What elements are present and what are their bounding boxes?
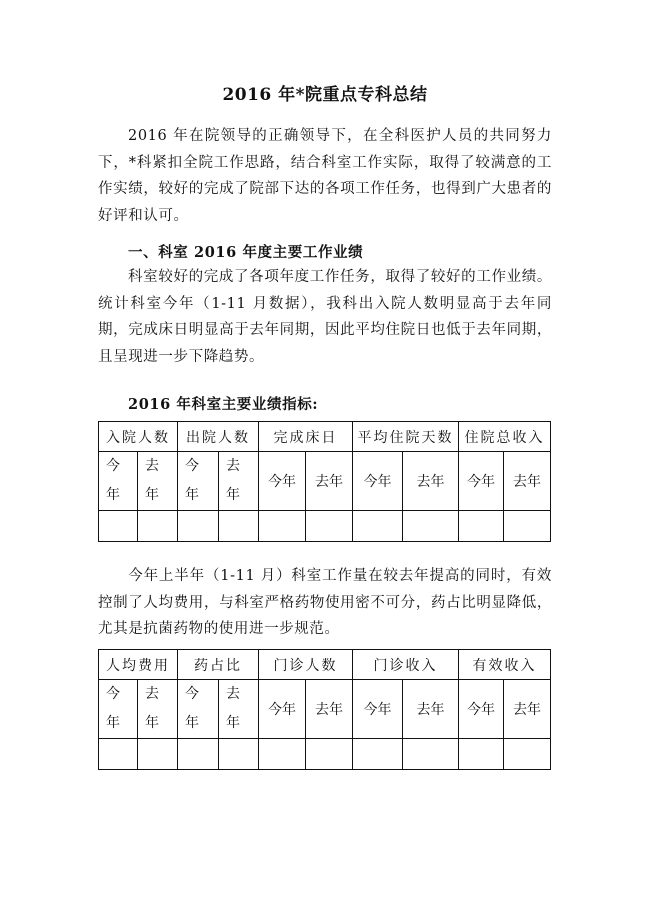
subheader-cell: 今年 [259,680,306,739]
subheader-cell: 去年 [504,680,551,739]
subheader-cell [138,680,178,739]
subheader-char: 去 [145,458,159,474]
header-cell: 门诊人数 [259,650,353,680]
table-subheader-row [99,452,551,511]
subheader-cell: 去年 [403,452,459,511]
data-cell [504,511,551,542]
table-data-row [99,739,551,770]
section-paragraph [98,264,552,370]
subheader-char: 年 [185,487,199,503]
subheader-char: 去 [226,686,240,702]
subheader-char: 去 [145,686,159,702]
cost-table [98,649,551,770]
header-cell: 药占比 [178,650,259,680]
performance-table [98,421,551,542]
page-title: 2016 年*院重点专科总结 [222,85,428,105]
header-cell: 平均住院天数 [353,422,459,452]
intro-text: 2016 年在院领导的正确领导下，在全科医护人员的共同努力下，*科紧扣全院工作思路，结合科室工作实际，取得了较满意的工作实绩，较好的完成了院部下达的各项工作任务，也得到广大患者的好评和认可。 [98,128,552,224]
subheader-cell [219,680,259,739]
subheader-char: 今 [106,458,120,474]
data-cell [138,511,178,542]
cost-text: 今年上半年（1-11 月）科室工作量在较去年提高的同时，有效控制了人均费用，与科室严格药物使用密不可分，药占比明显降低，尤其是抗菌药物的使用进一步规范。 [98,568,552,637]
data-cell [219,511,259,542]
data-cell [99,511,138,542]
data-cell [138,739,178,770]
subheader-char: 年 [226,487,240,503]
header-cell: 入院人数 [99,422,178,452]
subheader-char: 年 [106,715,120,731]
data-cell [353,511,403,542]
subheader-cell: 今年 [353,680,403,739]
data-cell [219,739,259,770]
subheader-char: 去 [226,458,240,474]
table-caption: 2016 年科室主要业绩指标: [128,396,319,413]
subheader-cell [178,680,219,739]
subheader-cell: 今年 [459,680,504,739]
section-heading: 一、科室 2016 年度主要工作业绩 [128,244,364,261]
subheader-cell: 去年 [306,680,353,739]
subheader-char: 年 [145,715,159,731]
data-cell [99,739,138,770]
header-cell: 有效收入 [459,650,551,680]
data-cell [259,739,306,770]
intro-paragraph [98,123,552,229]
cost-paragraph [98,563,552,643]
data-cell [403,511,459,542]
subheader-cell [138,452,178,511]
subheader-cell [99,452,138,511]
data-cell [459,739,504,770]
data-cell [306,511,353,542]
subheader-char: 年 [145,487,159,503]
subheader-char: 年 [185,715,199,731]
subheader-cell: 今年 [259,452,306,511]
header-cell: 门诊收入 [353,650,459,680]
subheader-cell: 去年 [504,452,551,511]
header-cell: 出院人数 [178,422,259,452]
subheader-char: 今 [185,686,199,702]
table-header-row [99,650,551,680]
header-cell: 人均费用 [99,650,178,680]
table-header-row [99,422,551,452]
table-data-row [99,511,551,542]
section-text: 科室较好的完成了各项年度工作任务，取得了较好的工作业绩。统计科室今年（1-11 月数据），我科出入院人数明显高于去年同期，完成床日明显高于去年同期，因此平均住院日也低于去年同期，且呈现进一步下降趋势。 [98,269,552,365]
subheader-char: 年 [226,715,240,731]
table-subheader-row [99,680,551,739]
subheader-cell: 去年 [403,680,459,739]
subheader-cell: 今年 [459,452,504,511]
header-cell: 住院总收入 [459,422,551,452]
data-cell [403,739,459,770]
subheader-char: 年 [106,487,120,503]
data-cell [178,739,219,770]
subheader-char: 今 [185,458,199,474]
data-cell [459,511,504,542]
subheader-cell: 去年 [306,452,353,511]
subheader-cell: 今年 [353,452,403,511]
data-cell [353,739,403,770]
data-cell [306,739,353,770]
data-cell [259,511,306,542]
subheader-cell [99,680,138,739]
subheader-char: 今 [106,686,120,702]
data-cell [504,739,551,770]
data-cell [178,511,219,542]
subheader-cell [219,452,259,511]
header-cell: 完成床日 [259,422,353,452]
subheader-cell [178,452,219,511]
